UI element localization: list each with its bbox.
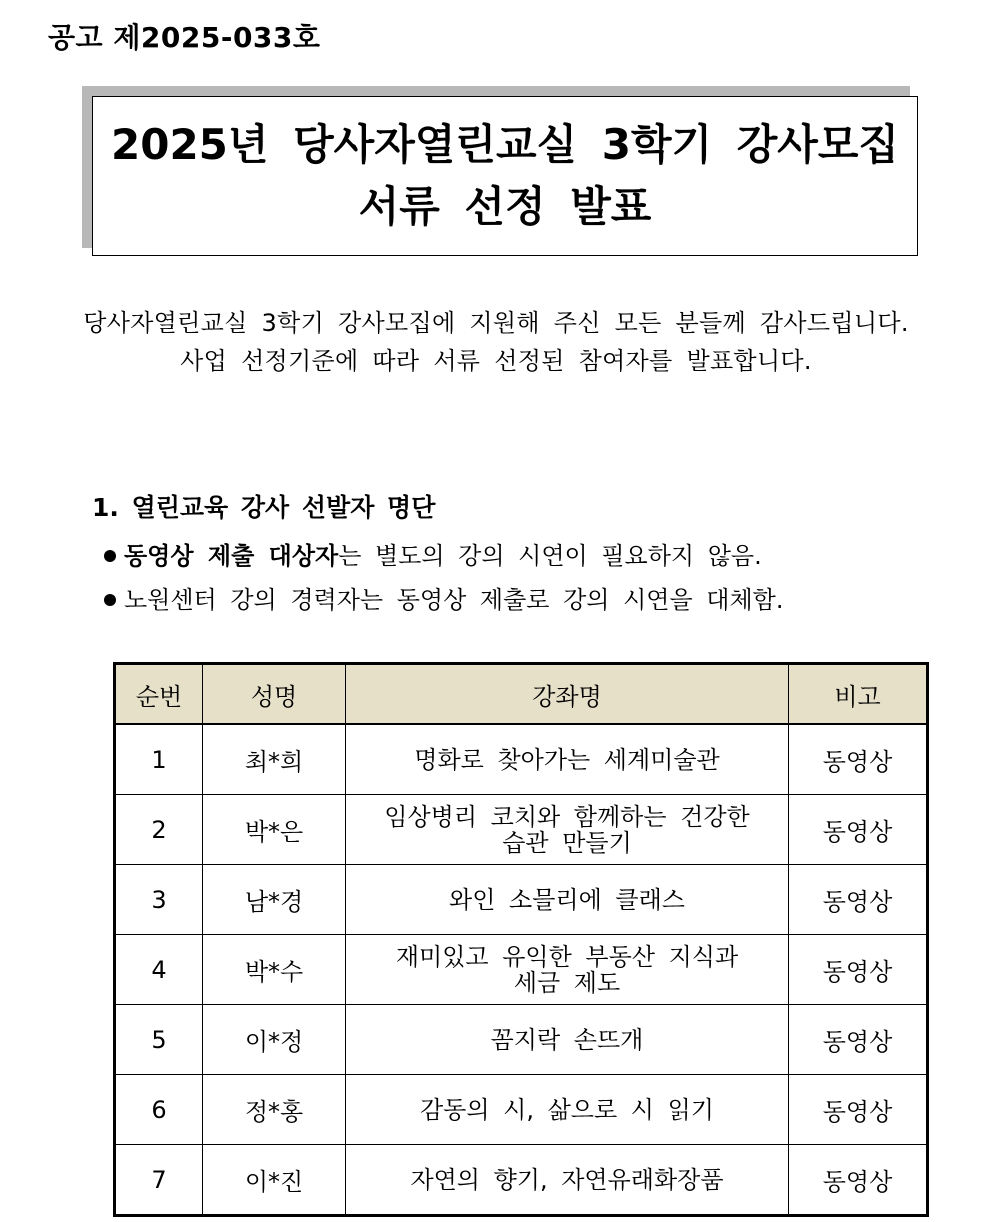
bullet-1-text: 는 별도의 강의 시연이 필요하지 않음. — [338, 542, 762, 570]
table-row — [115, 724, 928, 795]
title-line-1: 2025년 당사자열린교실 3학기 강사모집 — [111, 120, 899, 169]
intro-line-2: 사업 선정기준에 따라 서류 선정된 참여자를 발표합니다. — [180, 347, 812, 375]
header-no: 순번 — [115, 664, 203, 725]
cell-no: 6 — [115, 1075, 203, 1145]
cell-no: 3 — [115, 865, 203, 935]
table-row — [115, 865, 928, 935]
cell-note: 동영상 — [789, 865, 928, 935]
cell-note: 동영상 — [789, 1075, 928, 1145]
cell-note: 동영상 — [789, 1005, 928, 1075]
intro-line-1: 당사자열린교실 3학기 강사모집에 지원해 주신 모든 분들께 감사드립니다. — [83, 309, 909, 337]
cell-no: 7 — [115, 1145, 203, 1216]
cell-note: 동영상 — [789, 795, 928, 865]
cell-name: 정*홍 — [203, 1075, 346, 1145]
course-line-2: 습관 만들기 — [502, 828, 632, 857]
cell-name: 남*경 — [203, 865, 346, 935]
course-line-1: 자연의 향기, 자연유래화장품 — [410, 1165, 724, 1194]
table-row — [115, 935, 928, 1005]
cell-name: 최*희 — [203, 724, 346, 795]
cell-course — [346, 865, 789, 935]
bullet-list — [104, 534, 783, 622]
cell-name: 이*정 — [203, 1005, 346, 1075]
course-line-2: 세금 제도 — [513, 968, 621, 997]
bullet-2-text: 노원센터 강의 경력자는 동영상 제출로 강의 시연을 대체함. — [124, 586, 784, 614]
intro-paragraph — [0, 304, 992, 380]
table-row — [115, 795, 928, 865]
table-header-row — [115, 664, 928, 725]
cell-no: 5 — [115, 1005, 203, 1075]
cell-course — [346, 795, 789, 865]
course-line-1: 와인 소믈리에 클래스 — [449, 885, 685, 914]
cell-no: 1 — [115, 724, 203, 795]
section-heading: 1. 열린교육 강사 선발자 명단 — [92, 493, 436, 522]
title-box — [92, 96, 918, 256]
bullet-1-emphasis: 동영상 제출 대상자 — [124, 542, 339, 570]
cell-no: 2 — [115, 795, 203, 865]
cell-note: 동영상 — [789, 724, 928, 795]
cell-course — [346, 1075, 789, 1145]
title-line-2: 서류 선정 발표 — [358, 182, 652, 231]
table-row — [115, 1145, 928, 1216]
cell-course — [346, 1145, 789, 1216]
table-row — [115, 1075, 928, 1145]
cell-note: 동영상 — [789, 1145, 928, 1216]
cell-name: 박*수 — [203, 935, 346, 1005]
bullet-dot-icon — [104, 550, 116, 562]
cell-name: 박*은 — [203, 795, 346, 865]
table-row — [115, 1005, 928, 1075]
course-line-1: 임상병리 코치와 함께하는 건강한 — [384, 802, 750, 831]
bullet-dot-icon — [104, 594, 116, 606]
header-course: 강좌명 — [346, 664, 789, 725]
selection-table — [113, 662, 929, 1217]
bullet-item-1 — [104, 534, 783, 578]
notice-number: 공고 제2025-033호 — [48, 21, 321, 54]
course-line-1: 꼼지락 손뜨개 — [490, 1025, 644, 1054]
bullet-item-2 — [104, 578, 783, 622]
header-name: 성명 — [203, 664, 346, 725]
cell-course — [346, 724, 789, 795]
cell-course — [346, 935, 789, 1005]
course-line-1: 감동의 시, 삶으로 시 읽기 — [420, 1095, 714, 1124]
cell-note: 동영상 — [789, 935, 928, 1005]
header-note: 비고 — [789, 664, 928, 725]
cell-no: 4 — [115, 935, 203, 1005]
course-line-1: 명화로 찾아가는 세계미술관 — [414, 745, 720, 774]
course-line-1: 재미있고 유익한 부동산 지식과 — [395, 942, 739, 971]
cell-course — [346, 1005, 789, 1075]
cell-name: 이*진 — [203, 1145, 346, 1216]
